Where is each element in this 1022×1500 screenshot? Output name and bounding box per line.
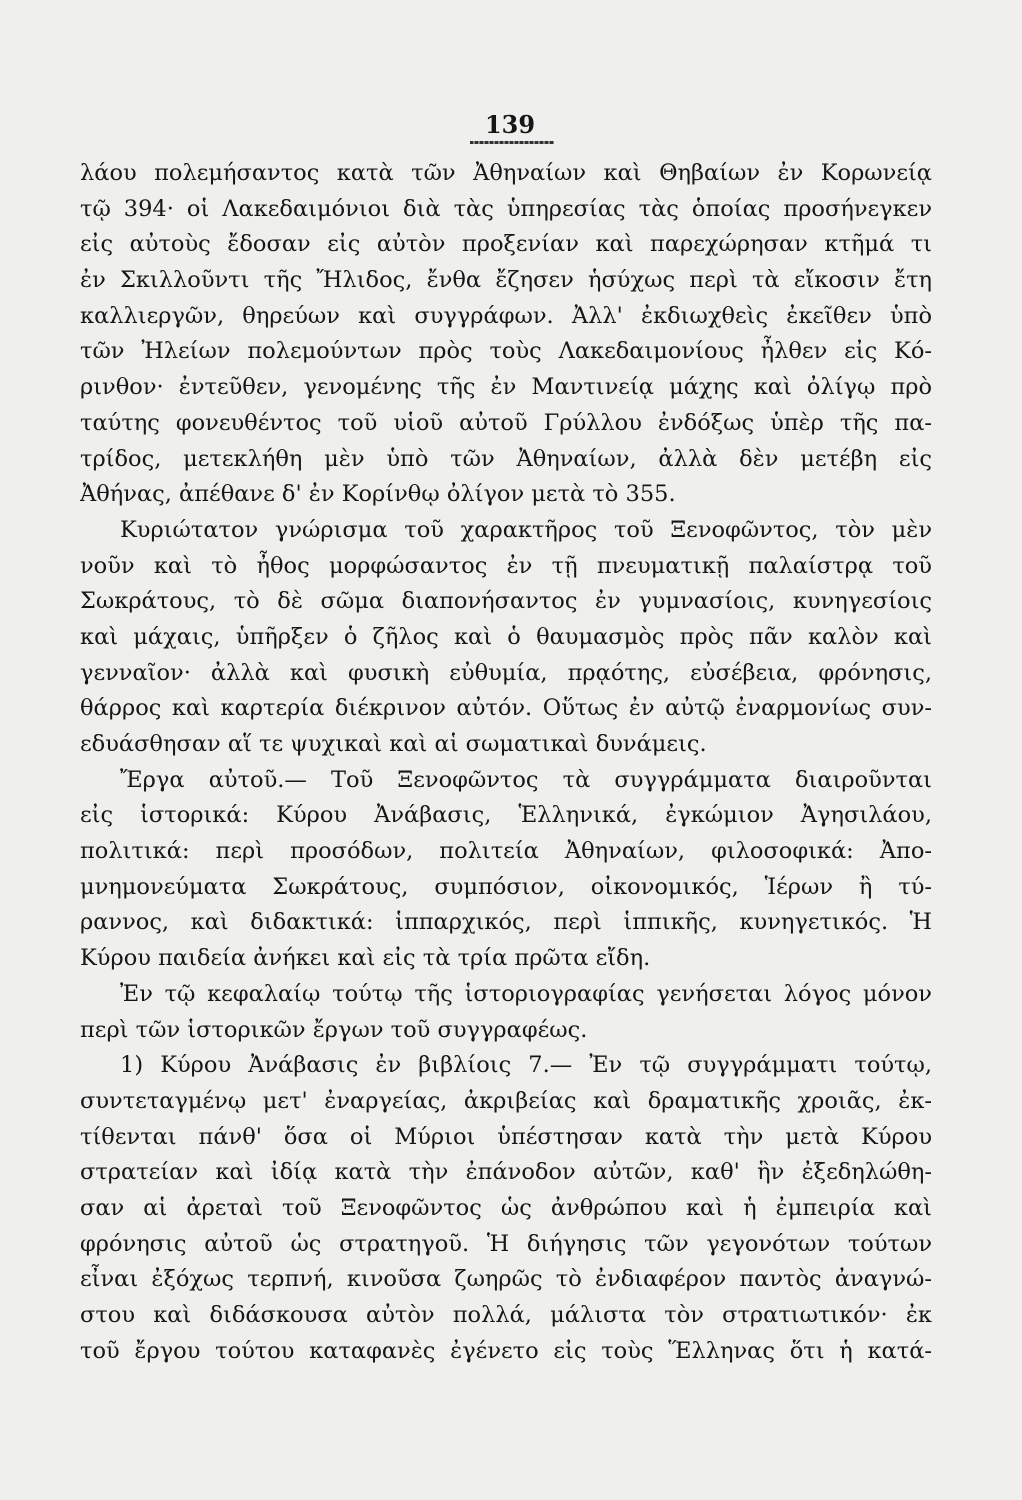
text-line: Σωκράτους, τὸ δὲ σῶμα διαπονήσαντος ἐν γυμνασίοις, κυνηγεσίοις xyxy=(80,588,932,615)
text-line: ταύτης φονευθέντος τοῦ υἱοῦ αὐτοῦ Γρύλλου ἐνδόξως ὑπὲρ τῆς πα- xyxy=(80,409,932,436)
body-text xyxy=(80,156,932,1369)
page-number: 139 xyxy=(484,110,536,139)
page-number-rule xyxy=(470,141,554,144)
text-line: καὶ μάχαις, ὑπῆρξεν ὁ ζῆλος καὶ ὁ θαυμασμὸς πρὸς πᾶν καλὸν καὶ xyxy=(80,623,932,650)
text-line: Κύρου παιδεία ἀνήκει καὶ εἰς τὰ τρία πρῶτα εἴδη. xyxy=(80,945,651,972)
text-line: τῶν Ἠλείων πολεμούντων πρὸς τοὺς Λακεδαιμονίους ἦλθεν εἰς Κό- xyxy=(80,338,932,365)
text-line: συντεταγμένῳ μετ' ἐναργείας, ἀκριβείας καὶ δραματικῆς χροιᾶς, ἐκ- xyxy=(80,1087,932,1114)
text-line: τρίδος, μετεκλήθη μὲν ὑπὸ τῶν Ἀθηναίων, ἀλλὰ δὲν μετέβη εἰς xyxy=(80,445,932,472)
text-line: τῷ 394· οἱ Λακεδαιμόνιοι διὰ τὰς ὑπηρεσίας τὰς ὁποίας προσήνεγκεν xyxy=(80,195,932,222)
text-line: εδυάσθησαν αἵ τε ψυχικαὶ καὶ αἱ σωματικαὶ δυνάμεις. xyxy=(80,731,707,757)
text-line: εἶναι ἐξόχως τερπνή, κινοῦσα ζωηρῶς τὸ ἐνδιαφέρον παντὸς ἀναγνώ- xyxy=(80,1266,932,1293)
text-line: 1) Κύρου Ἀνάβασις ἐν βιβλίοις 7.— Ἐν τῷ συγγράμματι τούτῳ, xyxy=(120,1052,932,1079)
text-line: γενναῖον· ἀλλὰ καὶ φυσικὴ εὐθυμία, πρᾳότης, εὐσέβεια, φρόνησις, xyxy=(80,659,932,686)
text-line: στρατείαν καὶ ἰδίᾳ κατὰ τὴν ἐπάνοδον αὐτῶν, καθ' ἣν ἐξεδηλώθη- xyxy=(80,1159,932,1186)
text-line: Ἀθήνας, ἀπέθανε δ' ἐν Κορίνθῳ ὀλίγον μετὰ τὸ 355. xyxy=(80,481,676,508)
text-line: τίθενται πάνθ' ὅσα οἱ Μύριοι ὑπέστησαν κατὰ τὴν μετὰ Κύρου xyxy=(80,1123,932,1150)
text-line: θάρρος καὶ καρτερία διέκρινον αὐτόν. Οὕτως ἐν αὐτῷ ἐναρμονίως συν- xyxy=(80,695,932,722)
text-line: εἰς ἱστορικά: Κύρου Ἀνάβασις, Ἑλληνικά, ἐγκώμιον Ἀγησιλάου, xyxy=(80,802,932,829)
text-line: Κυριώτατον γνώρισμα τοῦ χαρακτῆρος τοῦ Ξενοφῶντος, τὸν μὲν xyxy=(120,516,932,543)
text-line: εἰς αὐτοὺς ἔδοσαν εἰς αὐτὸν προξενίαν καὶ παρεχώρησαν κτῆμά τι xyxy=(80,231,932,258)
text-line: ραννος, καὶ διδακτικά: ἱππαρχικός, περὶ ἱππικῆς, κυνηγετικός. Ἡ xyxy=(80,909,932,936)
text-line: καλλιεργῶν, θηρεύων καὶ συγγράφων. Ἀλλ' ἐκδιωχθεὶς ἐκεῖθεν ὑπὸ xyxy=(80,302,932,329)
text-line: Ἐν τῷ κεφαλαίῳ τούτῳ τῆς ἱστοριογραφίας γενήσεται λόγος μόνον xyxy=(120,980,932,1007)
text-line: ρινθον· ἐντεῦθεν, γενομένης τῆς ἐν Μαντινείᾳ μάχης καὶ ὀλίγῳ πρὸ xyxy=(80,374,932,401)
text-line: ἐν Σκιλλοῦντι τῆς Ἤλιδος, ἔνθα ἔζησεν ἡσύχως περὶ τὰ εἴκοσιν ἔτη xyxy=(80,267,932,294)
text-line: Ἔργα αὐτοῦ.— Τοῦ Ξενοφῶντος τὰ συγγράμματα διαιροῦνται xyxy=(120,766,932,793)
text-line: πολιτικά: περὶ προσόδων, πολιτεία Ἀθηναίων, φιλοσοφικά: Ἀπο- xyxy=(80,838,932,865)
text-line: στου καὶ διδάσκουσα αὐτὸν πολλά, μάλιστα τὸν στρατιωτικόν· ἐκ xyxy=(80,1302,932,1328)
text-line: τοῦ ἔργου τούτου καταφανὲς ἐγένετο εἰς τοὺς Ἕλληνας ὅτι ἡ κατά- xyxy=(80,1337,932,1364)
text-line: φρόνησις αὐτοῦ ὡς στρατηγοῦ. Ἡ διήγησις τῶν γεγονότων τούτων xyxy=(80,1230,932,1257)
text-line: λάου πολεμήσαντος κατὰ τῶν Ἀθηναίων καὶ Θηβαίων ἐν Κορωνείᾳ xyxy=(80,160,932,186)
text-line: μνημονεύματα Σωκράτους, συμπόσιον, οἰκονομικός, Ἱέρων ἢ τύ- xyxy=(80,873,932,900)
text-line: σαν αἱ ἀρεταὶ τοῦ Ξενοφῶντος ὡς ἀνθρώπου καὶ ἡ ἐμπειρία καὶ xyxy=(80,1194,932,1221)
text-line: περὶ τῶν ἱστορικῶν ἔργων τοῦ συγγραφέως. xyxy=(80,1016,588,1043)
text-line: νοῦν καὶ τὸ ἦθος μορφώσαντος ἐν τῇ πνευματικῇ παλαίστρᾳ τοῦ xyxy=(80,552,932,579)
